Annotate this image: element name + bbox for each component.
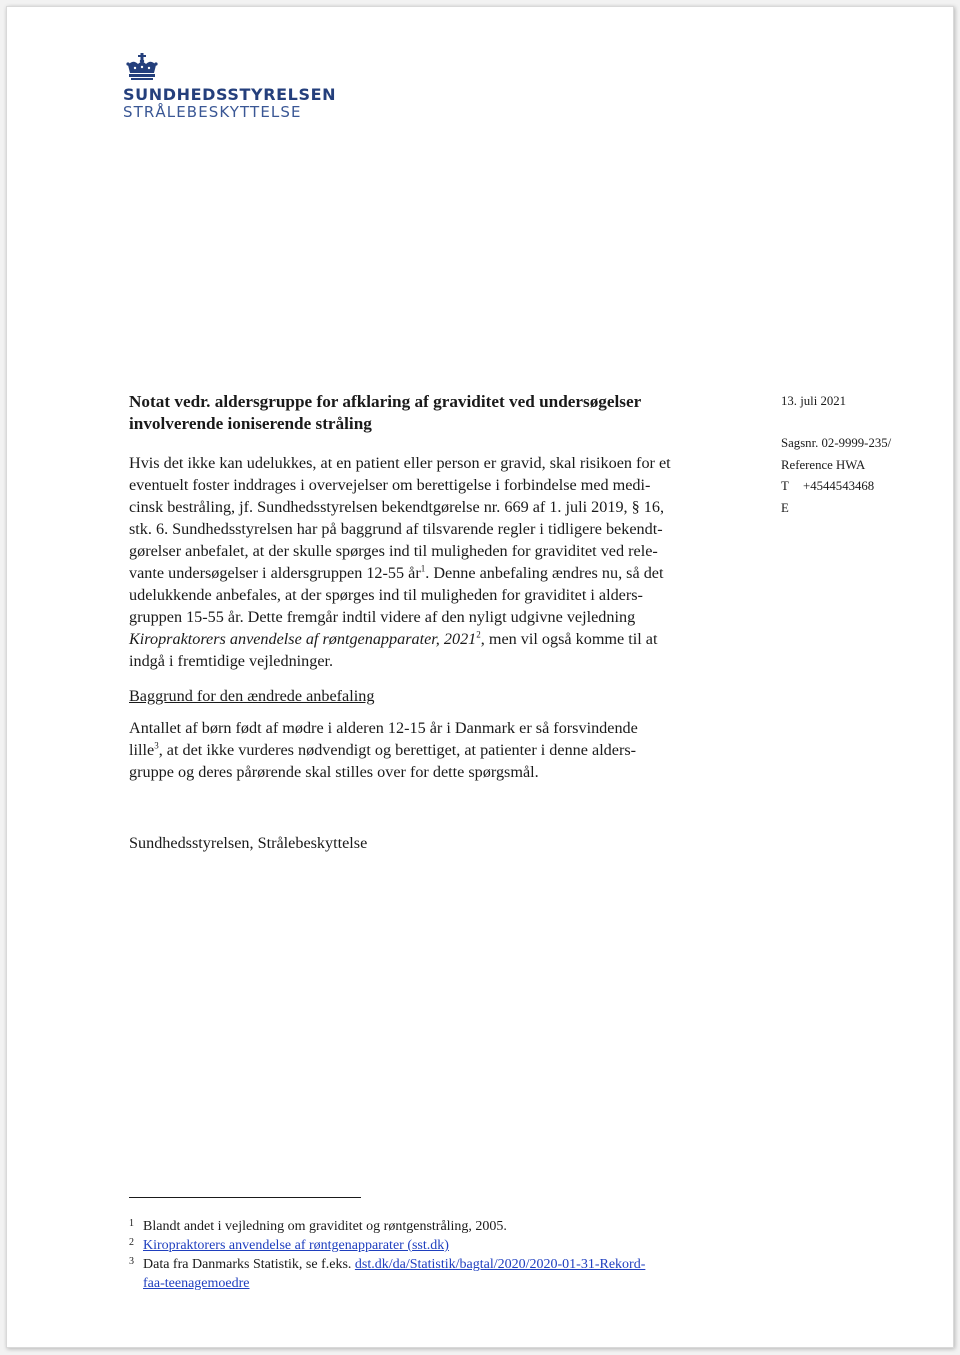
text-line: [129, 628, 729, 650]
footnotes: [129, 1217, 749, 1293]
document-date: 13. juli 2021: [781, 394, 847, 408]
footnote-1: [129, 1217, 749, 1236]
footnote-2: [129, 1236, 749, 1255]
email-label: E: [781, 500, 789, 515]
text-line: Hvis det ikke kan udelukkes, at en patient eller person er gravid, skal risikoen for et: [129, 454, 671, 472]
sundhedsstyrelsen-logo: [123, 53, 336, 121]
publication-title: Kiropraktorers anvendelse af røntgenapparater, 2021: [129, 630, 477, 648]
document-page: [6, 6, 954, 1348]
paragraph-2: [129, 717, 729, 783]
footnote-number: 3: [129, 1256, 134, 1267]
text-line: udelukkende anbefales, at der spørges ind til muligheden for graviditet i alders-: [129, 586, 643, 604]
footnote-link-continued[interactable]: faa-teenagemoedre: [143, 1276, 250, 1291]
text-line: Antallet af børn født af mødre i alderen 12-15 år i Danmark er så forsvindende: [129, 719, 638, 737]
crown-icon: [125, 53, 159, 81]
text-segment: . Denne anbefaling ændres nu, så det: [425, 564, 664, 582]
text-line: stk. 6. Sundhedsstyrelsen har på baggrund af tilsvarende regler i tidligere bekendt-: [129, 520, 663, 538]
footnote-text: Blandt andet i vejledning om graviditet og røntgenstråling, 2005.: [143, 1219, 507, 1234]
text-line: gruppe og deres pårørende skal stilles over for dette spørgsmål.: [129, 763, 539, 781]
phone-row: [781, 476, 941, 498]
footnote-divider: [129, 1197, 361, 1198]
footnote-number: 2: [129, 1237, 134, 1248]
case-number: Sagsnr. 02-9999-235/: [781, 436, 892, 450]
text-line: [129, 562, 729, 584]
text-line: indgå i fremtidige vejledninger.: [129, 652, 334, 670]
footnote-text: [143, 1255, 749, 1293]
document-meta: [781, 433, 941, 519]
footnote-ref-1[interactable]: 1: [420, 563, 426, 574]
section-heading: Baggrund for den ændrede anbefaling: [129, 687, 375, 705]
signoff: Sundhedsstyrelsen, Strålebeskyttelse: [129, 834, 368, 852]
text-segment: lille: [129, 741, 155, 759]
footnote-text-segment: Data fra Danmarks Statistik, se f.eks.: [143, 1257, 355, 1272]
text-line: gruppen 15-55 år. Dette fremgår indtil videre af den nyligt udgivne vejledning: [129, 608, 636, 626]
phone-label: T: [781, 479, 789, 493]
text-line: eventuelt foster inddrages i overvejelser om berettigelse i forbindelse med medi-: [129, 476, 651, 494]
logo-name: SUNDHEDSSTYRELSEN: [123, 85, 337, 104]
text-line: [129, 739, 729, 761]
footnote-number: 1: [129, 1218, 134, 1229]
reference: Reference HWA: [781, 457, 866, 472]
text-segment: vante undersøgelser i aldersgruppen 12-55 år: [129, 564, 421, 582]
footnote-text: [143, 1236, 749, 1255]
title-line-1: Notat vedr. aldersgruppe for afklaring af graviditet ved undersøgelser: [129, 392, 642, 411]
document-title: [129, 391, 739, 435]
footnote-3: [129, 1255, 749, 1293]
paragraph-1: [129, 452, 729, 672]
footnote-ref-3[interactable]: 3: [154, 740, 159, 751]
phone-number: +4544543468: [803, 479, 875, 493]
text-line: cinsk bestråling, jf. Sundhedsstyrelsen bekendtgørelse nr. 669 af 1. juli 2019, § 16,: [129, 498, 665, 516]
footnote-link[interactable]: Kiropraktorers anvendelse af røntgenapparater (sst.dk): [143, 1238, 449, 1253]
footnote-link[interactable]: dst.dk/da/Statistik/bagtal/2020/2020-01-31-Rekord-: [354, 1257, 646, 1272]
text-line: gørelser anbefalet, at der skulle spørges ind til muligheden for graviditet ved rele-: [129, 542, 658, 560]
text-segment: , men vil også komme til at: [480, 630, 658, 648]
logo-subname: STRÅLEBESKYTTELSE: [123, 103, 302, 121]
text-segment: , at det ikke vurderes nødvendigt og berettiget, at patienter i denne alders-: [158, 741, 637, 759]
footnote-ref-2[interactable]: 2: [476, 629, 481, 640]
email-row: [781, 498, 941, 520]
title-line-2: involverende ioniserende stråling: [129, 414, 372, 433]
